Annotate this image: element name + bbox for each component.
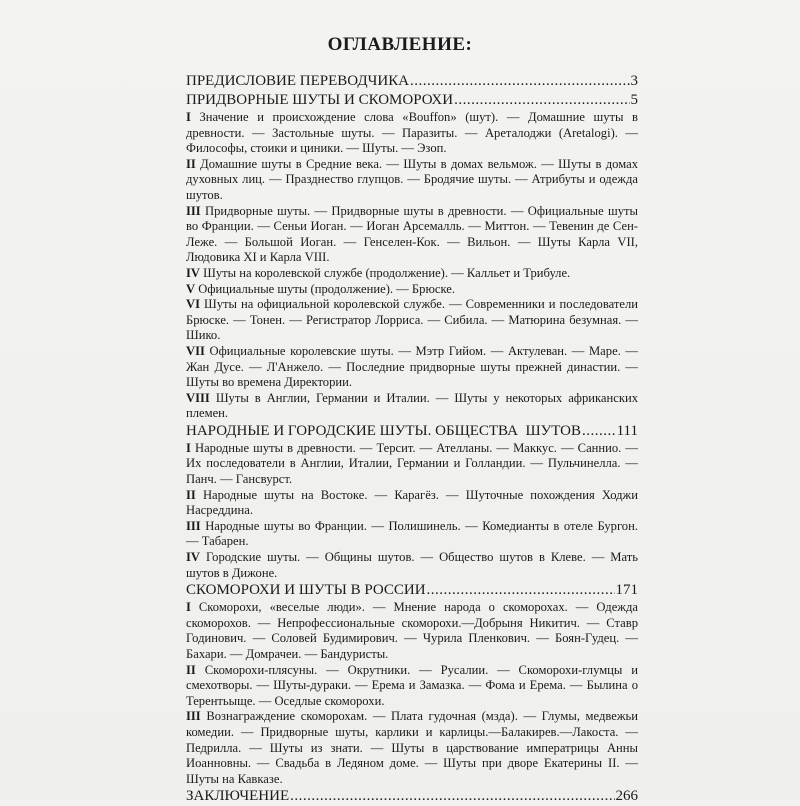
toc-entry-title: ЗАКЛЮЧЕНИЕ	[186, 788, 290, 805]
chapter-number: II	[186, 487, 196, 502]
dot-leader	[454, 91, 629, 110]
toc-page-number: 3	[630, 73, 638, 89]
chapter-number: III	[186, 518, 201, 533]
toc-chapter	[186, 110, 638, 157]
table-of-contents	[186, 72, 638, 806]
chapter-text: Скоморохи-плясуны. — Окрутники. — Русалии. — Скоморохи-глумцы и смехотворы. — Шуты-дураки. — Ерема и Замазка. — Фома и Ерема. — Былина о Терентьыще. — Оседлые скоморохи.	[186, 662, 638, 708]
toc-chapter	[186, 204, 638, 266]
chapter-number: III	[186, 203, 201, 218]
toc-page-number: 266	[615, 788, 638, 805]
chapter-text: Народные шуты на Востоке. — Карагёз. — Шуточные похождения Ходжи Насреддина.	[186, 487, 638, 518]
toc-chapter	[186, 282, 638, 298]
chapter-text: Народные шуты во Франции. — Полишинель. — Комедианты в отеле Бургон. — Табарен.	[186, 518, 638, 549]
chapter-number: VI	[186, 297, 200, 312]
toc-page-number: 171	[615, 582, 638, 599]
toc-chapter	[186, 709, 638, 787]
toc-chapter	[186, 297, 638, 344]
chapter-number: VII	[186, 343, 205, 358]
toc-chapter	[186, 550, 638, 581]
toc-chapter	[186, 266, 638, 282]
chapter-text: Значение и происхождение слова «Bouffon» (шут). — Домашние шуты в древности. — Застольные шуты. — Паразиты. — Ареталоджи (Aretalogi). — Философы, стоики и циники. — Шуты. — Эзоп.	[186, 110, 638, 156]
chapter-text: Официальные шуты (продолжение). — Брюске.	[198, 281, 455, 296]
toc-entry-part-3	[186, 581, 638, 600]
page-title: ОГЛАВЛЕНИЕ:	[327, 34, 473, 55]
toc-page-number: 111	[616, 422, 638, 439]
chapter-text: Шуты на королевской службе (продолжение). — Калльет и Трибуле.	[203, 265, 571, 280]
dot-leader	[410, 72, 629, 91]
chapter-number: VIII	[186, 390, 210, 405]
chapter-number: III	[186, 709, 201, 724]
toc-chapter	[186, 600, 638, 662]
chapter-number: IV	[186, 550, 200, 565]
chapter-number: II	[186, 156, 196, 171]
chapter-number: IV	[186, 265, 200, 280]
chapter-number: II	[186, 662, 196, 677]
toc-chapter	[186, 157, 638, 204]
toc-chapter	[186, 391, 638, 422]
toc-chapter	[186, 441, 638, 488]
dot-leader	[582, 422, 616, 441]
toc-entry-part-2	[186, 422, 638, 441]
chapter-text: Домашние шуты в Средние века. — Шуты в домах вельмож. — Шуты в домах духовных лиц. — Празднество глупцов. — Бродячие шуты. — Атрибуты и одежда шутов.	[186, 156, 638, 202]
toc-chapter	[186, 344, 638, 391]
toc-entry-title: ПРИДВОРНЫЕ ШУТЫ И СКОМОРОХИ	[186, 92, 454, 108]
toc-entry-title: СКОМОРОХИ И ШУТЫ В РОССИИ	[186, 582, 426, 599]
chapter-number: I	[186, 440, 191, 455]
dot-leader	[427, 581, 615, 600]
chapter-text: Шуты в Англии, Германии и Италии. — Шуты у некоторых африканских племен.	[186, 390, 638, 421]
toc-entry-preface	[186, 72, 638, 91]
toc-chapter	[186, 663, 638, 710]
chapter-number: I	[186, 110, 191, 124]
chapter-text: Городские шуты. — Общины шутов. — Общество шутов в Клеве. — Мать шутов в Дижоне.	[186, 550, 638, 580]
chapter-text: Скоморохи, «веселые люди». — Мнение народа о скоморохах. — Одежда скоморохов. — Непрофессиональные скоморохи.—Добрыня Никитич. — Ставр Годинович. — Соловей Будимирович. — Чурила Пленкович. — Боян-Гудец. — Бахари. — Домрачеи. — Бандуристы.	[186, 600, 638, 661]
chapter-text: Вознаграждение скоморохам. — Плата гудочная (мзда). — Глумы, медвежьи комедии. — Придворные шуты, карлики и карлицы.—Балакирев.—Лакоста. — Педрилла. — Шуты из знати. — Шуты в царствование императрицы Анны Иоанновны. — Свадьба в Ледяном доме. — Шуты при дворе Екатерины II. — Шуты на Кавказе.	[186, 709, 639, 786]
toc-entry-title: ПРЕДИСЛОВИЕ ПЕРЕВОДЧИКА	[186, 73, 410, 89]
toc-entry-conclusion	[186, 787, 638, 806]
chapter-text: Народные шуты в древности. — Терсит. — Ателланы. — Маккус. — Саннио. — Их последователи в Англии, Италии, Германии и Голландии. — Пульчинелла. — Панч. — Гансвурст.	[186, 440, 638, 487]
chapter-number: V	[186, 281, 196, 296]
toc-page-number: 5	[630, 92, 638, 108]
chapter-text: Официальные королевские шуты. — Мэтр Гийом. — Актулеван. — Маре. — Жан Дусе. — Л'Анжело. — Последние придворные шуты прежней династии. — Шуты во времена Директории.	[186, 343, 638, 390]
chapter-text: Шуты на официальной королевской службе. — Современники и последователи Брюске. — Тонен. — Регистратор Лорриса. — Сибила. — Матюрина безумная. — Шико.	[186, 297, 638, 343]
toc-entry-title: НАРОДНЫЕ И ГОРОДСКИЕ ШУТЫ. ОБЩЕСТВА ШУТОВ	[186, 422, 581, 439]
toc-chapter	[186, 519, 638, 550]
chapter-number: I	[186, 600, 191, 615]
toc-entry-part-1	[186, 91, 638, 110]
chapter-text: Придворные шуты. — Придворные шуты в древности. — Официальные шуты во Франции. — Сеньи Иоган. — Иоган Арсемалль. — Миттон. — Тевенин де Сен-Леже. — Большой Иоган. — Генселен-Кок. — Вильон. — Шуты Карла VII, Людовика XI и Карла VIII.	[186, 203, 638, 265]
toc-chapter	[186, 488, 638, 519]
dot-leader	[290, 787, 614, 806]
